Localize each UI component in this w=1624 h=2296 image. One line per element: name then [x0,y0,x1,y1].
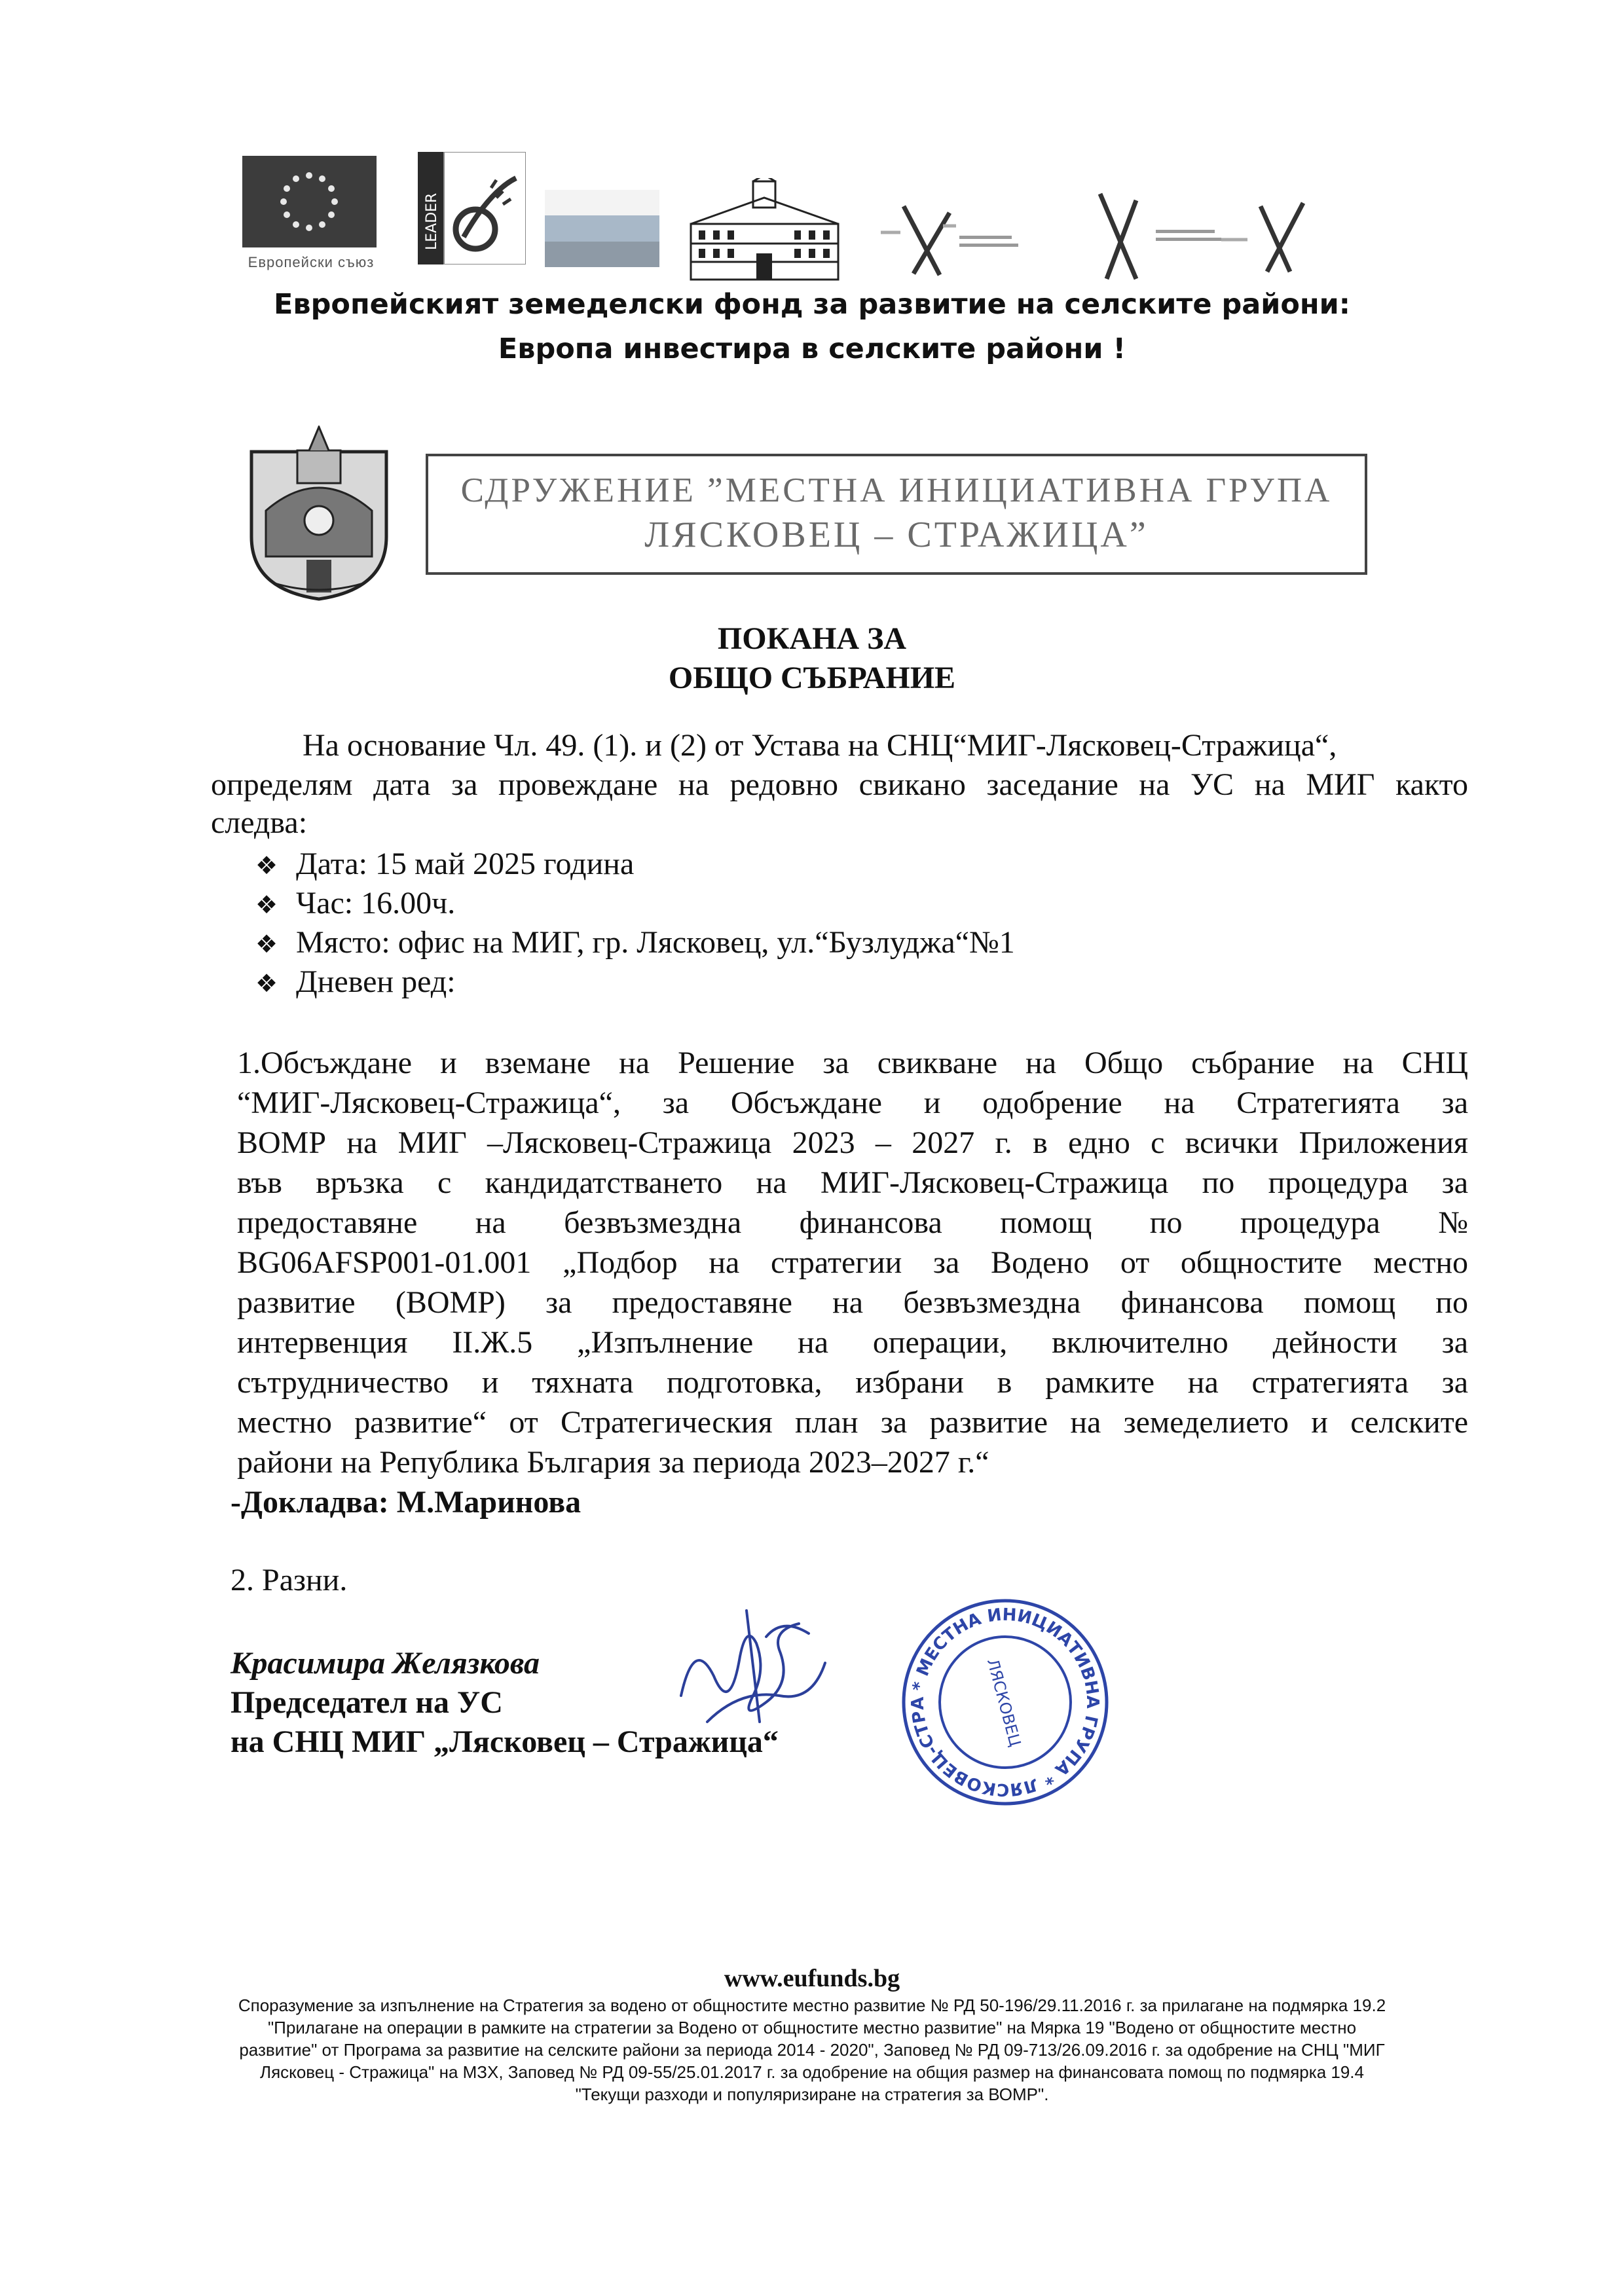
footer-url: www.eufunds.bg [724,1965,900,1992]
leader-logo [418,152,526,264]
intro-line-1: На основание Чл. 49. (1). и (2) от Устава на СНЦ“МИГ-Лясковец-Стражица“, [303,728,1337,763]
diamond-bullet-icon: ❖ [255,969,278,998]
eu-caption: Европейски съюз [248,254,375,270]
bulgarian-flag-logo [545,190,659,267]
lyaskovets-crest [246,426,392,601]
organization-stamp [900,1597,1110,1807]
agenda-item-1-line: ВОМР на МИГ –Лясковец-Стражица 2023 – 2027 г. в едно с всички Приложения [237,1125,1468,1160]
small-x-logo [1251,200,1313,275]
agenda-item-1-line: 1.Обсъждане и вземане на Решение за свикване на Общо събрание на СНЦ [237,1046,1468,1080]
place-text: Място: офис на МИГ, гр. Лясковец, ул.“Бузлуджа“№1 [296,925,1015,960]
date-text: Дата: 15 май 2025 година [296,847,635,881]
diamond-bullet-icon: ❖ [255,890,278,919]
invitation-title-line-2: ОБЩО СЪБРАНИЕ [668,661,956,695]
organization-header-box [426,454,1367,575]
palace-logo [684,178,845,283]
footer-line: Лясковец - Стражица" на МЗХ, Заповед № РД 09-55/25.01.2017 г. за одобрение на общия размер на финансовата помощ по подмярка 19.4 [260,2062,1364,2082]
reporter-line: -Докладва: М.Маринова [231,1485,581,1520]
eu-flag-logo [242,156,377,247]
footer-line: Споразумение за изпълнение на Стратегия за водено от общностите местно развитие № РД 50-196/29.11.2016 г. за прилагане на подмярка 19.2 [238,1995,1386,2015]
signer-organization: на СНЦ МИГ „Лясковец – Стражица“ [231,1724,779,1759]
date-item [255,846,634,882]
footer-line: "Текущи разходи и популяризиране на стратегия за ВОМР". [575,2085,1049,2104]
agenda-item-1-line: местно развитие“ от Стратегическия план за развитие на земеделието и селските [237,1405,1468,1440]
agenda-item-1-line: развитие (ВОМР) за предоставяне на безвъзмездна финансова помощ по [237,1285,1468,1320]
agenda-item-1-line: във връзка с кандидатстването на МИГ-Лясковец-Стражица по процедура за [237,1165,1468,1200]
agenda-item-1-line: сътрудничество и тяхната подготовка, избрани в рамките на стратегията за [237,1365,1468,1400]
signer-name: Красимира Желязкова [231,1646,540,1681]
stamp-ring-text: * МЕСТНА ИНИЦИАТИВНА ГРУПА * ЛЯСКОВЕЦ-СТРА [908,1605,1103,1800]
footer-line: развитие" от Програма за развитие на селските райони за периода 2014 - 2020", Заповед № РД 09-713/26.09.2016 г. за одобрение на СНЦ "МИГ [239,2040,1385,2060]
signer-position: Председател на УС [231,1685,503,1720]
stamp-center-text: ЛЯСКОВЕЦ [983,1656,1025,1749]
agenda-label: Дневен ред: [296,964,456,999]
agenda-item-1-last-line: райони на Република България за периода 2023–2027 г.“ [237,1445,989,1480]
intro-line-3: следва: [211,805,308,840]
diamond-bullet-icon: ❖ [255,930,278,958]
diamond-bullet-icon: ❖ [255,851,278,880]
place-item [255,924,1015,960]
eafrd-line-1: Европейският земеделски фонд за развитие на селските райони: [274,288,1350,321]
agenda-item [255,964,456,1000]
agenda-item-1-line: интервенция II.Ж.5 „Изпълнение на операции, включително дейности за [237,1325,1468,1360]
agenda-item-1-line: предоставяне на безвъзмездна финансова помощ по процедура № [237,1205,1468,1240]
agenda-item-1-line: BG06AFSP001-01.001 „Подбор на стратегии за Водено от общностите местно [237,1245,1468,1280]
intro-line-2: определям дата за провеждане на редовно свикано заседание на УС на МИГ както [211,767,1468,802]
agenda-item-2: 2. Разни. [231,1563,348,1597]
ministry-x-logo [877,196,1041,282]
eu-stars-icon [242,156,377,247]
rural-development-x-logo [1080,187,1251,285]
invitation-title-line-1: ПОКАНА ЗА [717,621,907,656]
time-item [255,885,455,921]
time-text: Час: 16.00ч. [296,886,456,920]
eafrd-line-2: Европа инвестира в селските райони ! [498,333,1126,365]
agenda-item-1-line: “МИГ-Лясковец-Стражица“, за Обсъждане и одобрение на Стратегията за [237,1085,1468,1120]
leader-text: LEADER [424,192,440,250]
org-name-line-1: СДРУЖЕНИЕ ”МЕСТНА ИНИЦИАТИВНА ГРУПА [460,471,1333,509]
handwritten-signature [668,1597,838,1748]
footer-line: "Прилагане на операции в рамките на стратегии за Водено от общностите местно развитие" на Мярка 19 "Водено от общностите местно [267,2018,1357,2037]
org-name-line-2: ЛЯСКОВЕЦ – СТРАЖИЦА” [644,515,1149,555]
